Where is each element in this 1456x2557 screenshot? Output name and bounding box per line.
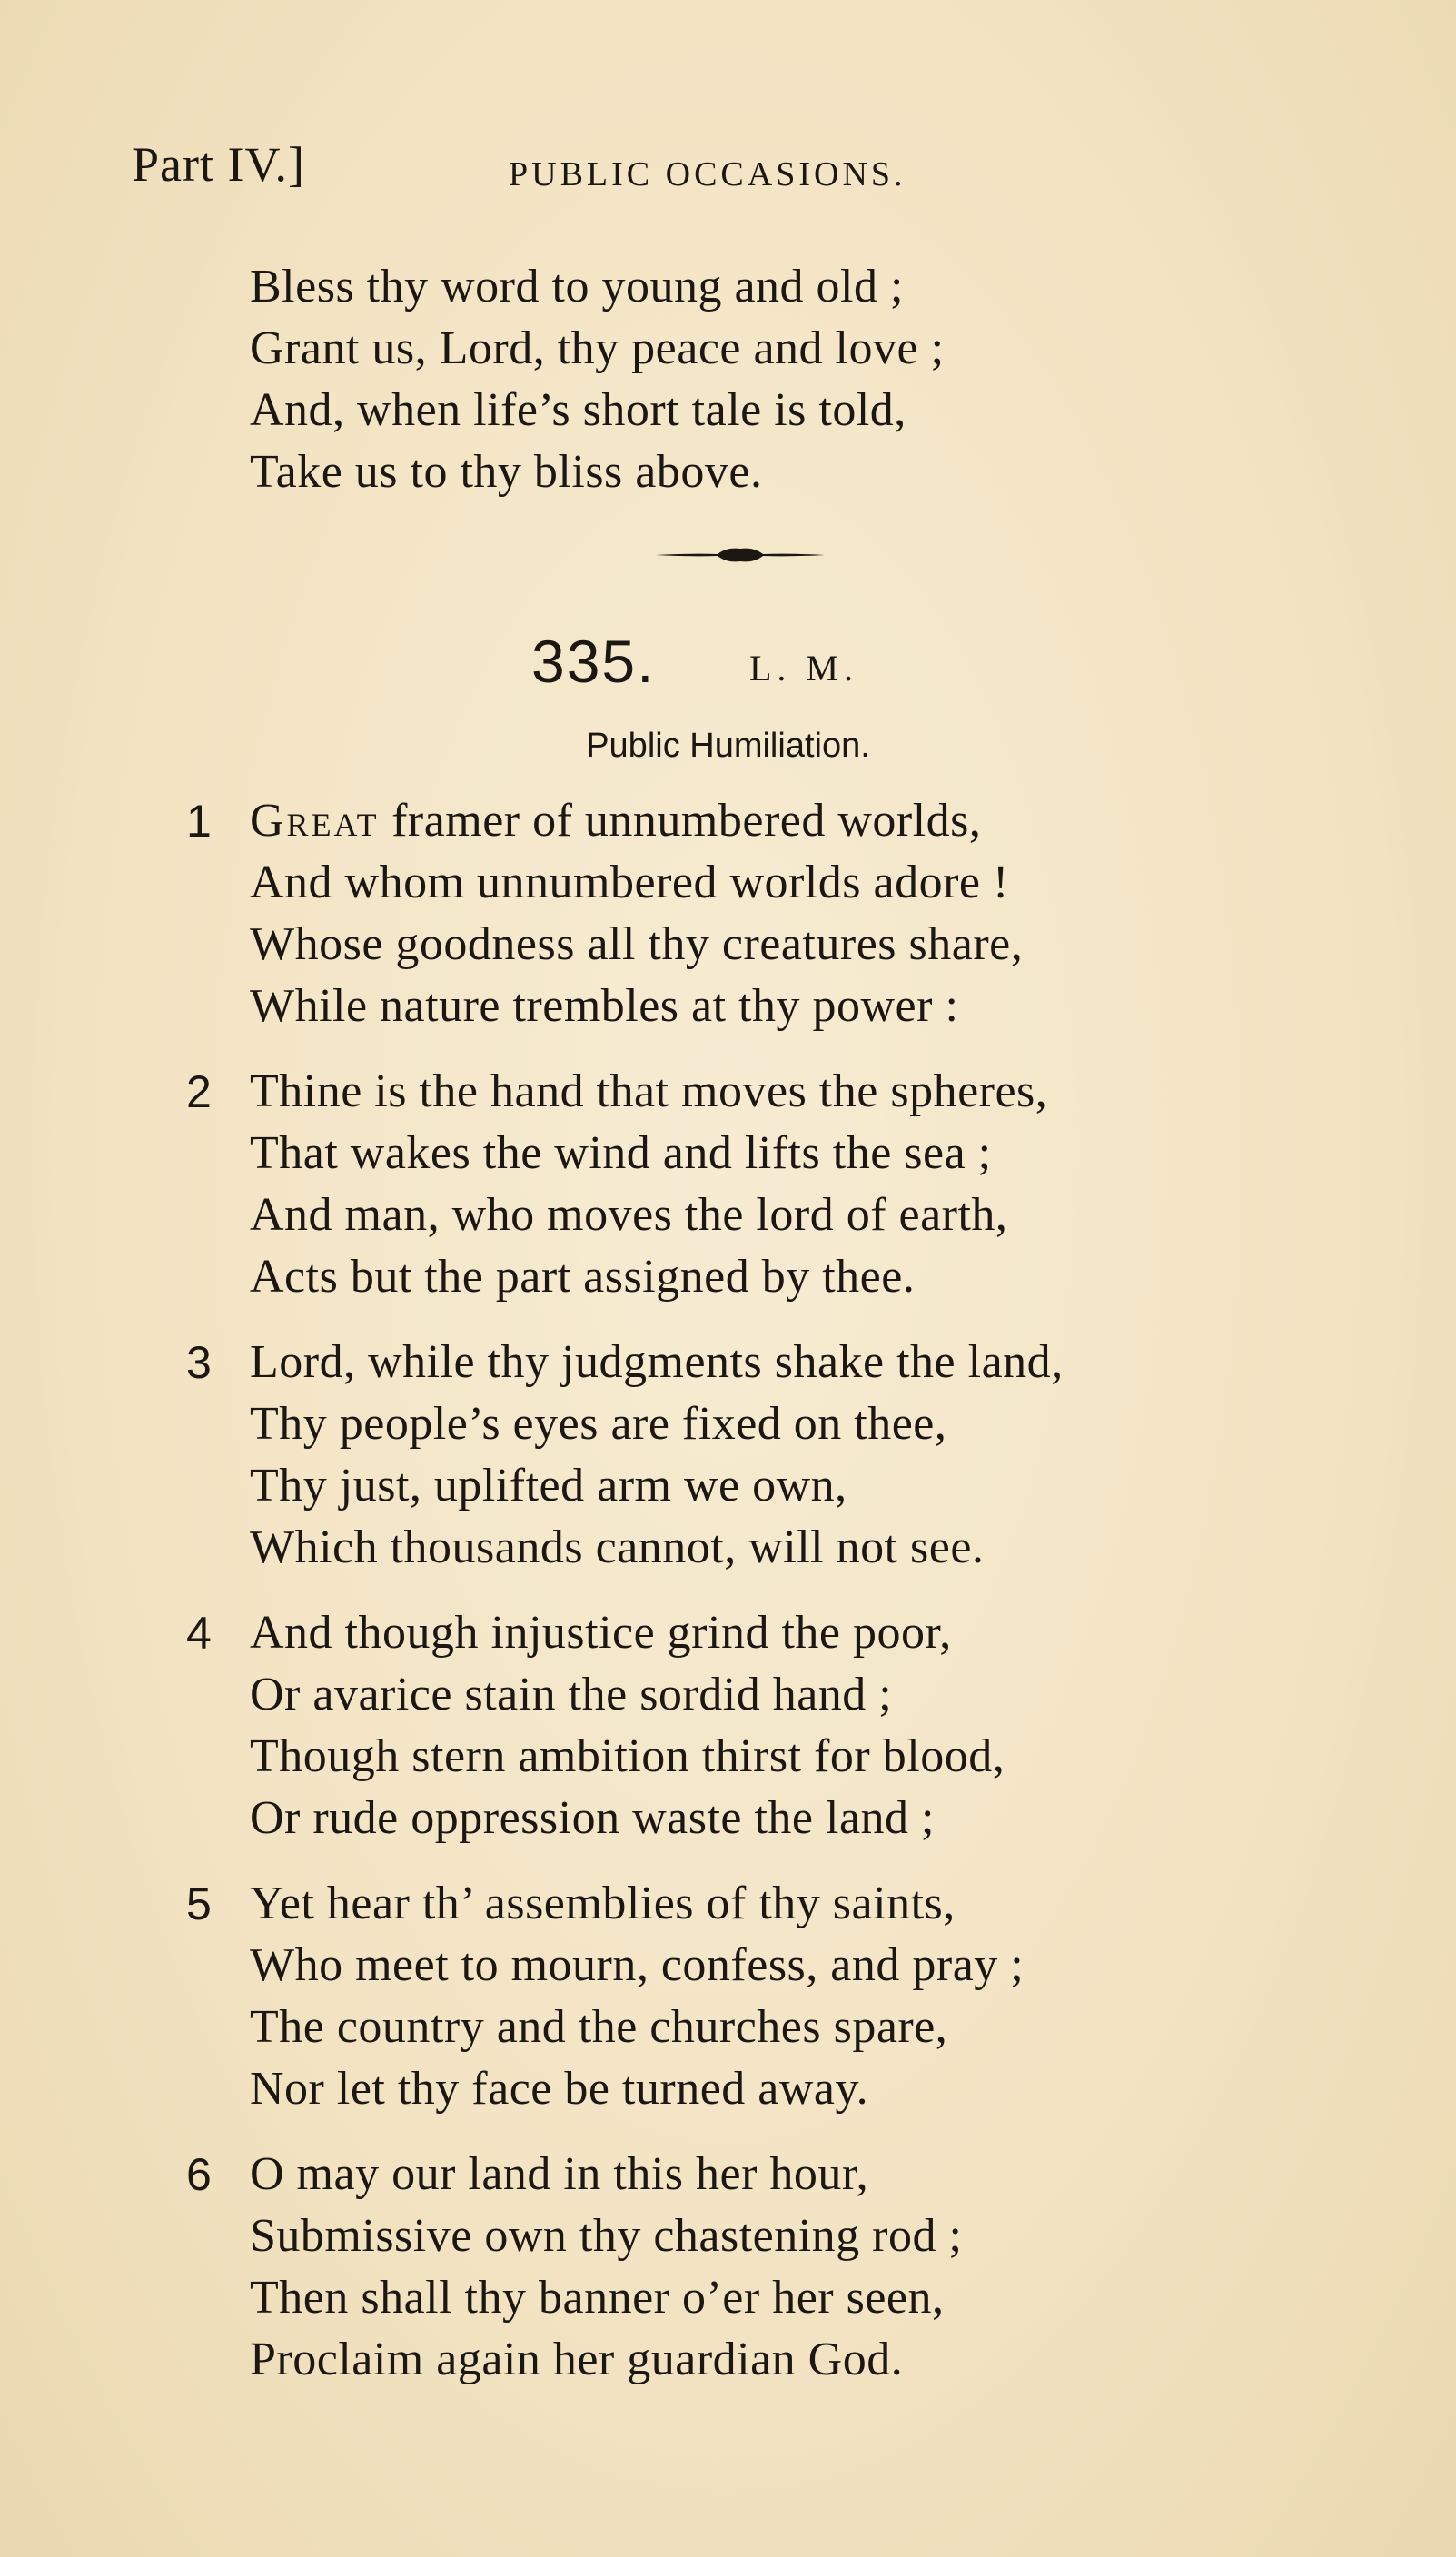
verse-line: Then shall thy banner o’er her seen,	[250, 2272, 945, 2324]
stanza-number: 2	[186, 1066, 212, 1117]
verse-line: Thy people’s eyes are fixed on thee,	[250, 1398, 947, 1450]
verse-line: While nature trembles at thy power :	[250, 980, 959, 1032]
stanza-number: 5	[186, 1878, 212, 1929]
stanza-number: 1	[186, 796, 212, 847]
stanza-lines	[250, 790, 1023, 1037]
stanza-number: 3	[186, 1337, 212, 1388]
verse-line: Or rude oppression waste the land ;	[250, 1792, 935, 1844]
verse-line: Acts but the part assigned by thee.	[250, 1251, 916, 1303]
verse-line: And though injustice grind the poor,	[250, 1607, 952, 1659]
ornament-divider	[654, 543, 827, 567]
verse-line: Thy just, uplifted arm we own,	[250, 1460, 847, 1511]
running-head-part: Part IV.]	[132, 137, 305, 192]
hymn-number: 335.	[531, 628, 656, 695]
stanza-lines	[250, 1061, 1047, 1308]
stanza-lines	[250, 2144, 962, 2391]
hymn-header	[531, 627, 986, 699]
verse-line: Nor let thy face be turned away.	[250, 2063, 869, 2115]
first-word-small-caps: Great	[250, 795, 380, 847]
verse-line: Who meet to mourn, confess, and pray ;	[250, 1939, 1025, 1991]
running-head-section: PUBLIC OCCASIONS.	[509, 155, 906, 193]
verse-line: Take us to thy bliss above.	[250, 446, 763, 498]
verse-line: Proclaim again her guardian God.	[250, 2334, 904, 2385]
verse-line: Thine is the hand that moves the spheres,	[250, 1065, 1048, 1117]
verse-line: Lord, while thy judgments shake the land,	[250, 1336, 1064, 1388]
verse-line: Which thousands cannot, will not see.	[250, 1521, 985, 1573]
previous-hymn-ending	[250, 256, 945, 503]
verse-line: Submissive own thy chastening rod ;	[250, 2210, 963, 2262]
hymn-meter: L. M.	[749, 648, 858, 689]
verse-line: The country and the churches spare,	[250, 2001, 948, 2053]
verse-line: And whom unnumbered worlds adore !	[250, 857, 1009, 908]
stanza-number: 4	[186, 1608, 212, 1659]
verse-line: Yet hear th’ assemblies of thy saints,	[250, 1878, 956, 1929]
verse-line: Or avarice stain the sordid hand ;	[250, 1669, 893, 1720]
verse-line: And man, who moves the lord of earth,	[250, 1189, 1008, 1241]
verse-line: And, when life’s short tale is told,	[250, 384, 906, 436]
verse-line: Whose goodness all thy creatures share,	[250, 918, 1024, 970]
stanza-lines	[250, 1332, 1064, 1579]
hymn-title: Public Humiliation.	[586, 727, 870, 765]
verse-line: Though stern ambition thirst for blood,	[250, 1730, 1005, 1782]
verse-line: That wakes the wind and lifts the sea ;	[250, 1127, 992, 1179]
verse-line	[250, 790, 1023, 852]
stanza-lines	[250, 1602, 1005, 1849]
verse-line-rest: framer of unnumbered worlds,	[379, 795, 982, 847]
running-head	[132, 136, 1312, 200]
stanza-number: 6	[186, 2149, 212, 2200]
verse-line: Grant us, Lord, thy peace and love ;	[250, 322, 945, 374]
verse-line: Bless thy word to young and old ;	[250, 261, 904, 312]
verse-line: O may our land in this her hour,	[250, 2148, 869, 2200]
stanza-lines	[250, 1873, 1024, 2120]
